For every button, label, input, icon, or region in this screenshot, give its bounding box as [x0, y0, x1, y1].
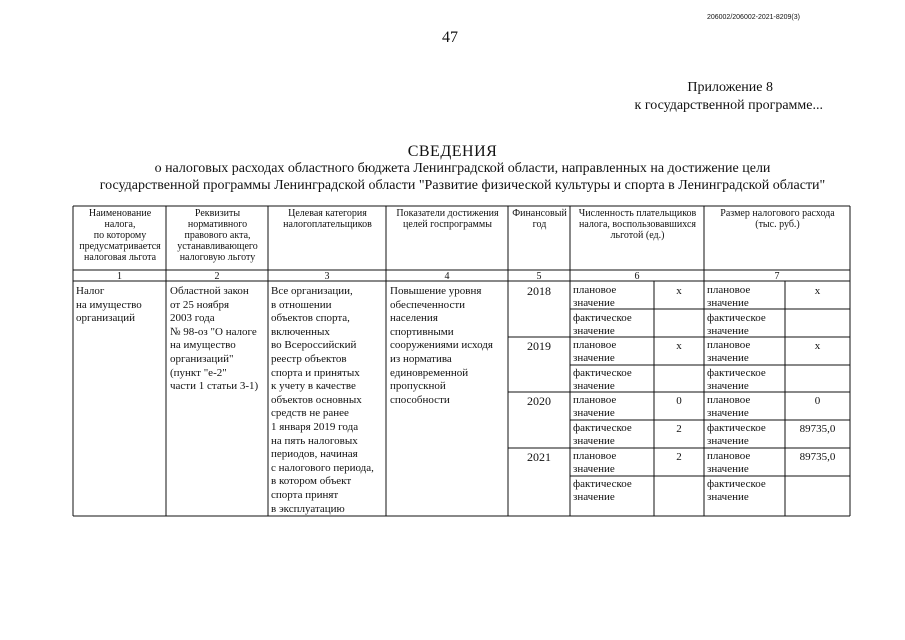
cell-line: обеспеченности [390, 298, 466, 311]
actual-label [573, 367, 632, 392]
header-tax-expense-amount [705, 208, 850, 230]
label-line: значение [707, 379, 749, 392]
payers-planned-value: 0 [676, 395, 682, 407]
label-line: плановое [707, 339, 751, 351]
cell-line: единовременной [390, 366, 469, 379]
actual-label [707, 367, 766, 392]
label-line: плановое [573, 284, 617, 296]
header-line: устанавливающего [177, 241, 258, 252]
label-line: значение [573, 406, 615, 419]
cell-line: № 98-оз "О налоге [170, 325, 257, 338]
cell-line: (пункт "е-2" [170, 366, 227, 379]
planned-label [573, 339, 616, 364]
amount-actual-value: 89735,0 [799, 423, 836, 435]
label-line: фактическое [573, 312, 632, 324]
header-line: (тыс. руб.) [755, 219, 800, 230]
cell-line: Все организации, [271, 285, 353, 297]
label-line: значение [707, 434, 749, 447]
actual-label [573, 422, 632, 447]
page-number: 47 [442, 29, 458, 46]
cell-line: из норматива [390, 352, 452, 365]
cell-line: на имущество [170, 339, 236, 352]
legal-act-cell [170, 285, 258, 394]
actual-label [707, 478, 766, 503]
cell-line: Налог [76, 285, 105, 297]
fiscal-year-cell: 2020 [527, 394, 551, 408]
label-line: значение [707, 324, 749, 337]
payers-planned-value: х [676, 340, 682, 352]
fiscal-year-cell: 2018 [527, 284, 551, 298]
label-line: плановое [707, 284, 751, 296]
cell-line: части 1 статьи 3-1) [170, 380, 259, 393]
cell-line: в эксплуатацию [271, 502, 345, 515]
cell-line: спортивными [390, 325, 454, 338]
header-target-category [269, 208, 386, 230]
header-line: Реквизиты [194, 208, 241, 219]
label-line: значение [573, 296, 615, 309]
planned-label [573, 394, 616, 419]
payers-planned-value: 2 [676, 451, 682, 463]
label-line: значение [707, 296, 749, 309]
header-line: целей госпрограммы [403, 219, 492, 230]
column-number: 6 [634, 271, 640, 282]
cell-line: во Всероссийский [271, 339, 357, 352]
header-line: налога, воспользовавшихся [579, 219, 696, 230]
actual-label [707, 422, 766, 447]
header-line: Целевая категория [288, 208, 367, 219]
header-line: нормативного [187, 219, 248, 230]
header-tax-name [74, 208, 166, 263]
amount-planned-value: х [814, 285, 821, 297]
label-line: значение [707, 406, 749, 419]
planned-label [573, 450, 616, 475]
cell-line: реестр объектов [271, 352, 347, 365]
header-line: налоговая льгота [83, 252, 157, 263]
label-line: плановое [707, 450, 751, 462]
header-line: год [532, 219, 547, 230]
label-line: фактическое [573, 367, 632, 379]
tax-name-cell [76, 285, 142, 326]
cell-line: средств не ранее [271, 407, 349, 420]
actual-label [573, 312, 632, 337]
header-line: Показатели достижения [396, 208, 499, 219]
header-line: Финансовый [512, 208, 567, 219]
cell-line: 1 января 2019 года [271, 420, 359, 433]
planned-label [707, 450, 750, 475]
appendix-label: Приложение 8 [687, 80, 773, 95]
cell-line: включенных [271, 325, 330, 338]
cell-line: к учету в качестве [271, 380, 356, 393]
actual-label [707, 312, 766, 337]
label-line: фактическое [573, 422, 632, 434]
actual-label [573, 478, 632, 503]
column-number: 2 [214, 271, 220, 282]
cell-line: от 25 ноября [170, 298, 230, 311]
header-line: предусматривается [79, 241, 161, 252]
amount-planned-value: 0 [814, 395, 821, 407]
label-line: фактическое [707, 312, 766, 324]
cell-line: в котором объект [271, 475, 352, 488]
header-line: правового акта, [184, 230, 251, 241]
cell-line: на пять налоговых [271, 434, 358, 447]
column-number: 7 [774, 271, 780, 282]
planned-label [707, 339, 750, 364]
label-line: значение [573, 462, 615, 475]
payers-planned-value: х [676, 285, 682, 297]
target-category-cell [271, 285, 374, 516]
cell-line: организаций [76, 312, 136, 325]
header-line: по которому [93, 230, 147, 241]
label-line: значение [573, 490, 615, 503]
label-line: плановое [573, 339, 617, 351]
header-line: Численность плательщиков [578, 208, 697, 219]
header-fiscal-year [509, 208, 570, 230]
cell-line: спорта и принятых [271, 366, 360, 379]
label-line: значение [573, 351, 615, 364]
label-line: фактическое [573, 478, 632, 490]
label-line: плановое [707, 394, 751, 406]
header-line: налогоплательщиков [283, 219, 372, 230]
cell-line: Повышение уровня [390, 285, 482, 297]
amount-planned-value: х [814, 340, 821, 352]
document-title: СВЕДЕНИЯ [407, 143, 498, 160]
label-line: значение [707, 462, 749, 475]
cell-line: способности [390, 393, 450, 406]
document-subtitle-line-2: государственной программы Ленинградской области "Развитие физической культуры и спорта в Ленинградской области" [99, 178, 826, 193]
document-code: 206002/206002-2021-8209(3) [706, 14, 800, 21]
indicators-cell [390, 285, 493, 407]
header-line: льготой (ед.) [610, 230, 665, 241]
fiscal-year-cell: 2021 [527, 450, 551, 464]
label-line: значение [707, 351, 749, 364]
amount-planned-value: 89735,0 [799, 451, 836, 463]
planned-label [573, 284, 616, 309]
label-line: фактическое [707, 422, 766, 434]
header-line: Наименование [88, 208, 152, 219]
planned-label [707, 284, 750, 309]
cell-line: спорта принят [271, 488, 339, 501]
column-number: 5 [536, 271, 542, 282]
label-line: плановое [573, 450, 617, 462]
header-indicators [387, 208, 508, 230]
label-line: значение [573, 324, 615, 337]
cell-line: пропускной [390, 380, 446, 393]
header-line: налоговую льготу [179, 252, 256, 263]
header-line: налога, [104, 219, 136, 230]
appendix-reference: к государственной программе... [634, 98, 823, 113]
label-line: плановое [573, 394, 617, 406]
column-number: 1 [117, 271, 122, 282]
cell-line: периодов, начиная [271, 448, 358, 461]
header-payers-count [571, 208, 704, 241]
header-legal-act [167, 208, 268, 263]
label-line: фактическое [707, 478, 766, 490]
cell-line: в отношении [271, 298, 332, 311]
label-line: значение [707, 490, 749, 503]
label-line: значение [573, 379, 615, 392]
cell-line: населения [390, 312, 438, 325]
header-line: Размер налогового расхода [720, 208, 835, 219]
label-line: значение [573, 434, 615, 447]
label-line: фактическое [707, 367, 766, 379]
cell-line: с налогового периода, [271, 461, 374, 474]
cell-line: объектов спорта, [271, 312, 350, 325]
cell-line: 2003 года [170, 312, 215, 325]
document-subtitle-line-1: о налоговых расходах областного бюджета Ленинградской области, направленных на достижение цели [154, 161, 771, 176]
column-number: 4 [444, 271, 450, 282]
cell-line: Областной закон [170, 285, 249, 297]
cell-line: объектов основных [271, 393, 362, 406]
column-number: 3 [324, 271, 330, 282]
planned-label [707, 394, 750, 419]
cell-line: организаций" [170, 352, 234, 365]
cell-line: на имущество [76, 298, 142, 311]
fiscal-year-cell: 2019 [527, 339, 551, 353]
payers-actual-value: 2 [676, 423, 682, 435]
cell-line: сооружениями исходя [390, 339, 493, 352]
